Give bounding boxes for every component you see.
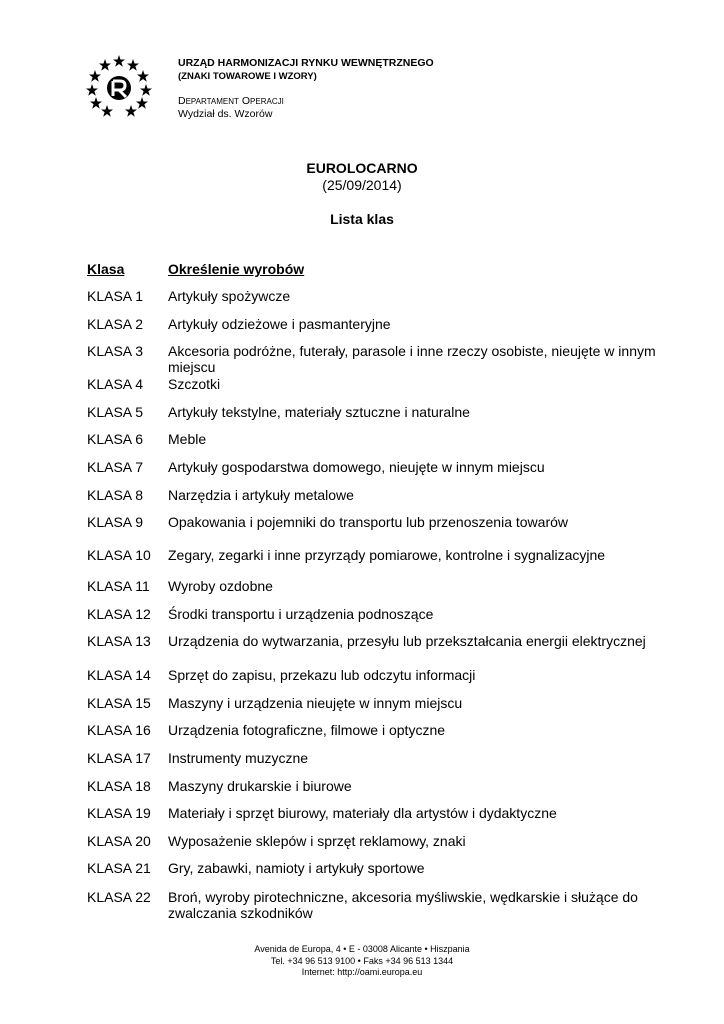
class-number: KLASA 7: [87, 459, 144, 475]
class-number: KLASA 10: [87, 547, 151, 563]
class-number: KLASA 11: [87, 578, 150, 594]
organization-name: URZĄD HARMONIZACJI RYNKU WEWNĘTRZNEGO: [178, 57, 434, 69]
class-number: KLASA 8: [87, 487, 144, 503]
document-date: (25/09/2014): [322, 177, 402, 193]
class-description: Opakowania i pojemniki do transportu lub przenoszenia towarów: [168, 514, 568, 530]
class-number: KLASA 3: [87, 343, 144, 359]
class-description: Urządzenia do wytwarzania, przesyłu lub przekształcania energii elektrycznej: [168, 633, 646, 649]
class-description: Meble: [168, 431, 207, 447]
class-number: KLASA 20: [87, 833, 151, 849]
organization-subtitle: (ZNAKI TOWAROWE I WZORY): [178, 71, 317, 82]
star-icon: [86, 84, 98, 96]
class-description: Akcesoria podróżne, futerały, parasole i inne rzeczy osobiste, nieujęte w innym miejscu: [168, 343, 656, 375]
class-description: Artykuły gospodarstwa domowego, nieujęte w innym miejscu: [168, 459, 545, 475]
footer-address: Avenida de Europa, 4 • E - 03008 Alicante • Hiszpania: [254, 944, 470, 954]
class-number: KLASA 15: [87, 695, 151, 711]
class-description: Maszyny drukarskie i biurowe: [168, 778, 352, 794]
class-number: KLASA 18: [87, 778, 151, 794]
class-description: Szczotki: [168, 376, 221, 392]
star-icon: [137, 70, 149, 82]
star-icon: [125, 105, 137, 117]
class-number: KLASA 4: [87, 376, 144, 392]
class-number: KLASA 14: [87, 667, 151, 683]
class-number: KLASA 22: [87, 889, 151, 905]
class-number: KLASA 16: [87, 722, 151, 738]
footer-phone: Tel. +34 96 513 9100 • Faks +34 96 513 1344: [270, 955, 454, 966]
column-header-class: Klasa: [87, 261, 125, 277]
header-block: [178, 57, 598, 121]
class-description: Artykuły odzieżowe i pasmanteryjne: [168, 316, 391, 332]
class-description: Wyroby ozdobne: [168, 578, 273, 594]
star-icon: [136, 97, 148, 109]
class-description: Gry, zabawki, namioty i artykuły sportowe: [168, 860, 425, 876]
class-number: KLASA 13: [87, 633, 151, 649]
class-description: Zegary, zegarki i inne przyrządy pomiarowe, kontrolne i sygnalizacyjne: [168, 547, 606, 563]
division-name: Wydział ds. Wzorów: [178, 108, 273, 120]
class-description: Materiały i sprzęt biurowy, materiały dla artystów i dydaktyczne: [168, 805, 557, 821]
class-description: Sprzęt do zapisu, przekazu lub odczytu informacji: [168, 667, 476, 683]
class-description: Instrumenty muzyczne: [168, 750, 309, 766]
star-icon: [101, 105, 113, 117]
star-icon: [140, 84, 152, 96]
class-description: Broń, wyroby pirotechniczne, akcesoria myśliwskie, wędkarskie i służące do zwalczania szkodników: [168, 889, 638, 921]
class-number: KLASA 5: [87, 404, 144, 420]
document-title: EUROLOCARNO: [306, 160, 418, 176]
class-number: KLASA 9: [87, 514, 144, 530]
class-number: KLASA 21: [87, 860, 151, 876]
class-description: Wyposażenie sklepów i sprzęt reklamowy, znaki: [168, 833, 466, 849]
department-name: DEPARTAMENT OPERACJI: [178, 95, 284, 107]
ohim-logo: [84, 54, 154, 120]
star-icon: [127, 59, 139, 71]
column-header-description: Określenie wyrobów: [168, 261, 305, 277]
class-description: Artykuły spożywcze: [168, 288, 291, 304]
class-description: Urządzenia fotograficzne, filmowe i optyczne: [168, 722, 446, 738]
star-icon: [99, 59, 111, 71]
class-number: KLASA 19: [87, 805, 151, 821]
class-number: KLASA 1: [87, 288, 144, 304]
document-subtitle: Lista klas: [330, 211, 394, 227]
footer: [0, 944, 724, 979]
class-number: KLASA 17: [87, 750, 151, 766]
class-number: KLASA 2: [87, 316, 144, 332]
star-icon: [90, 97, 102, 109]
class-description: Środki transportu i urządzenia podnoszące: [168, 606, 434, 622]
class-description: Narzędzia i artykuły metalowe: [168, 487, 354, 503]
class-description: Maszyny i urządzenia nieujęte w innym miejscu: [168, 695, 463, 711]
footer-internet: Internet: http://oami.europa.eu: [301, 967, 423, 977]
star-icon: [113, 55, 125, 67]
star-icon: [89, 70, 101, 82]
class-description: Artykuły tekstylne, materiały sztuczne i naturalne: [168, 404, 470, 420]
class-number: KLASA 6: [87, 431, 144, 447]
class-number: KLASA 12: [87, 606, 151, 622]
